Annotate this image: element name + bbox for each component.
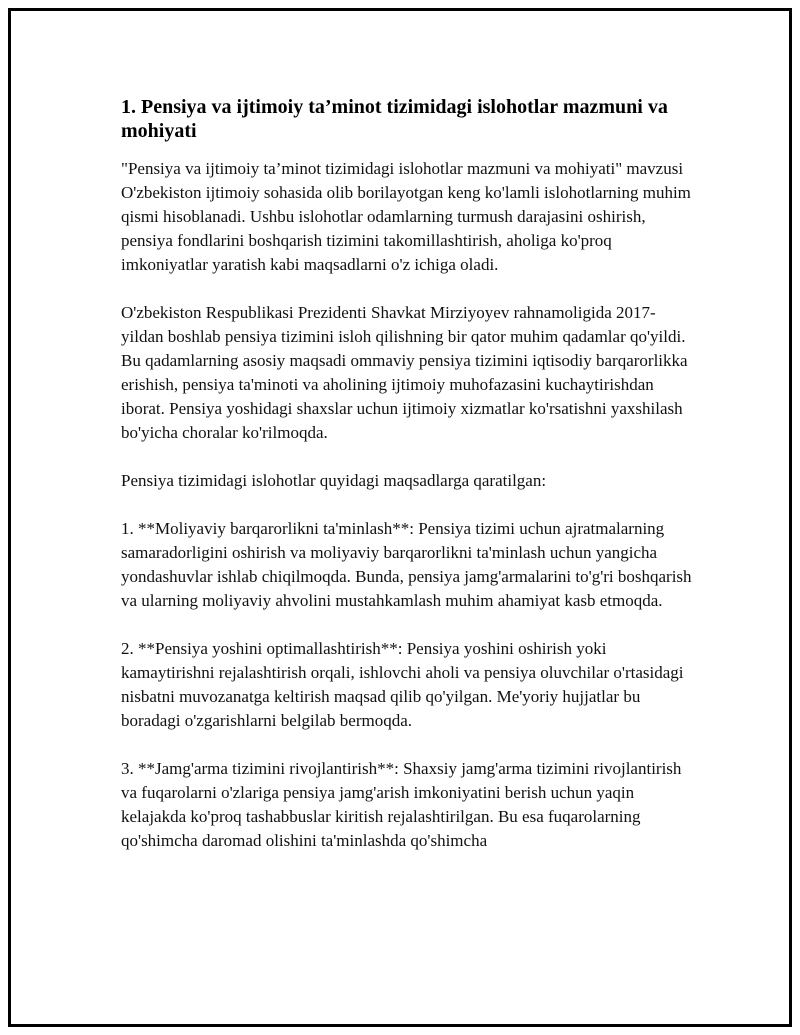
page-frame (8, 8, 792, 1027)
list-item-savings-system: 3. **Jamg'arma tizimini rivojlantirish**: Shaxsiy jamg'arma tizimini rivojlantirish va fuqarolarni o'zlariga pensiya jamg'arish imkoniyatini berish uchun yaqin kelajakda ko'proq tashabbuslar kiritish rejalashtirilgan. Bu esa fuqarolarning qo'shimcha daromad olishini ta'minlashda qo'shimcha (121, 759, 682, 850)
paragraph-reform-history: O'zbekiston Respublikasi Prezidenti Shavkat Mirziyoyev rahnamoligida 2017-yildan boshlab pensiya tizimini isloh qilishning bir qator muhim qadamlar qo'yildi. Bu qadamlarning asosiy maqsadi ommaviy pensiya tizimini iqtisodiy barqarorlikka erishish, pensiya ta'minoti va aholining ijtimoiy muhofazasini kuchaytirishdan iborat. Pensiya yoshidagi shaxslar uchun ijtimoiy xizmatlar ko'rsatishni yaxshilash bo'yicha choralar ko'rilmoqda. (121, 303, 688, 442)
list-item-financial-stability: 1. **Moliyaviy barqarorlikni ta'minlash**: Pensiya tizimi uchun ajratmalarning samaradorligini oshirish va moliyaviy barqarorlikni ta'minlash uchun yangicha yondashuvlar ishlab chiqilmoqda. Bunda, pensiya jamg'armalarini to'g'ri boshqarish va ularning moliyaviy ahvolini mustahkamlash muhim ahamiyat kasb etmoqda. (121, 519, 692, 610)
list-item-pension-age: 2. **Pensiya yoshini optimallashtirish**: Pensiya yoshini oshirish yoki kamaytirishni rejalashtirish orqali, ishlovchi aholi va pensiya oluvchilar o'rtasidagi nisbatni muvozanatga keltirish maqsad qilib qo'yilgan. Me'yoriy hujjatlar bu boradagi o'zgarishlarni belgilab bermoqda. (121, 639, 684, 730)
document-body (121, 95, 695, 877)
paragraph-intro: "Pensiya va ijtimoiy ta’minot tizimidagi islohotlar mazmuni va mohiyati" mavzusi O'zbekiston ijtimoiy sohasida olib borilayotgan keng ko'lamli islohotlarning muhim qismi hisoblanadi. Ushbu islohotlar odamlarning turmush darajasini oshirish, pensiya fondlarini boshqarish tizimini takomillashtirish, aholiga ko'proq imkoniyatlar yaratish kabi maqsadlarni o'z ichiga oladi. (121, 159, 691, 274)
paragraph-goals-intro: Pensiya tizimidagi islohotlar quyidagi maqsadlarga qaratilgan: (121, 471, 547, 490)
section-heading: 1. Pensiya va ijtimoiy ta’minot tizimidagi islohotlar mazmuni va mohiyati (121, 96, 668, 142)
